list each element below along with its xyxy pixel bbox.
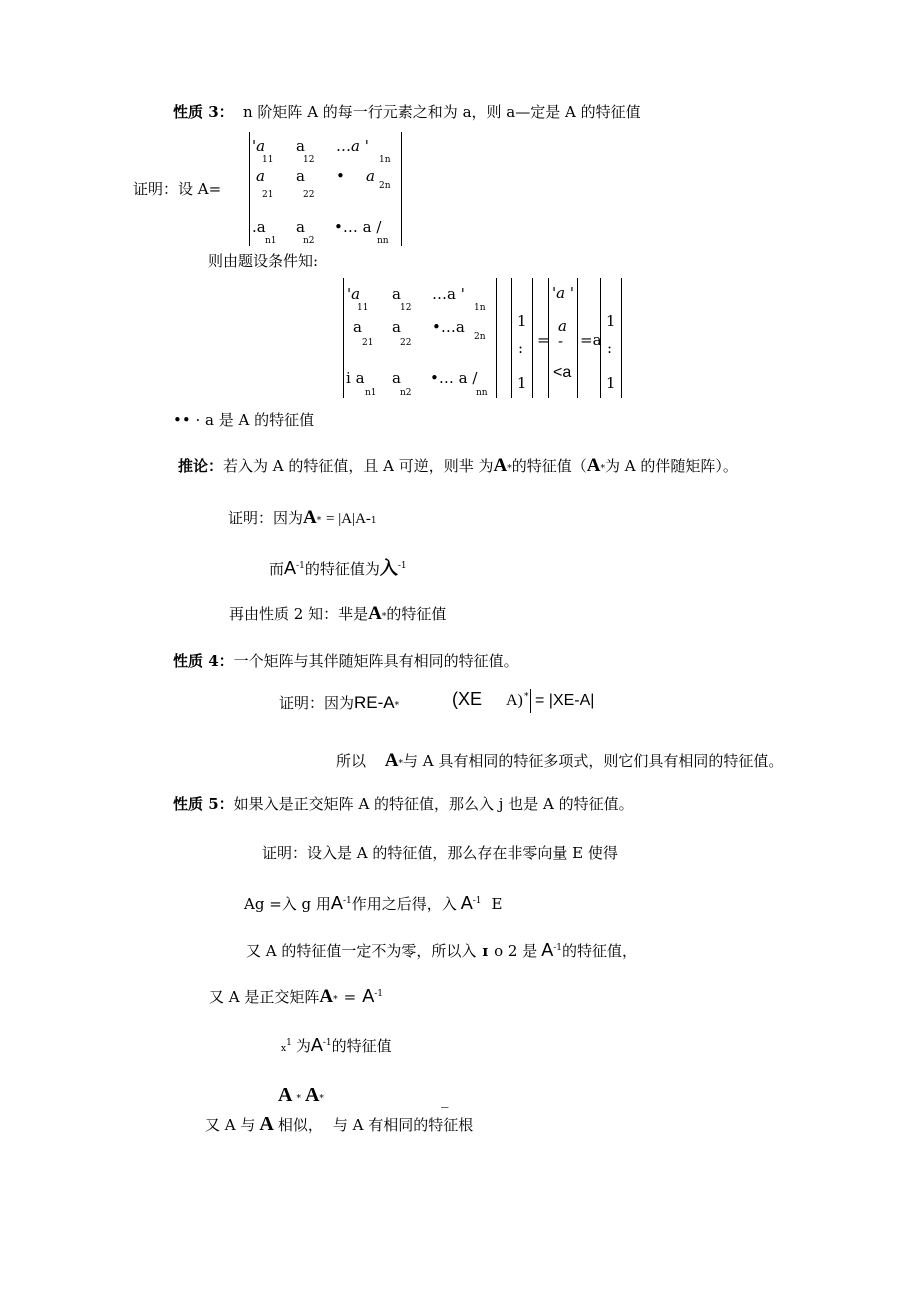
star-mark: * — [333, 995, 338, 1005]
matrix-subscript: 11 — [262, 155, 274, 165]
matrix-cell: •… a / — [334, 218, 382, 236]
inverse-sup: -1 — [472, 896, 482, 906]
eq-cell: •… a / — [430, 369, 478, 387]
property-5-label: 性质 5： — [173, 795, 234, 813]
cp3-text: 再由性质 2 知：芈是 — [229, 605, 369, 623]
lambda-sup: -1 — [397, 561, 407, 571]
p5-line-1 — [244, 893, 502, 914]
matrix-subscript: nn — [377, 236, 389, 246]
star-mark: * — [394, 701, 400, 711]
star-mark: * — [524, 692, 529, 702]
matrix-cell: a — [256, 167, 265, 185]
eq-subscript: 1n — [474, 303, 486, 313]
p4-RE: RE-A — [354, 693, 395, 712]
property-5-proof: 证明：设入是 A 的特征值，那么存在非零向量 E 使得 — [262, 844, 618, 862]
result-vector-entry: 'a ' — [552, 284, 574, 302]
p4-rest: = |XE-A| — [535, 692, 595, 709]
ones-vector2-entry: 1 — [606, 312, 616, 330]
cp2-text: 而 — [269, 560, 285, 578]
l6-text: 又 A 与 — [205, 1116, 256, 1134]
eq-cell: a — [392, 285, 401, 303]
l2-text-3: 的特征值， — [562, 942, 638, 960]
inverse-A: A — [330, 893, 343, 913]
star-mark: * — [319, 1094, 324, 1104]
inverse-A: A — [362, 986, 375, 1006]
inverse-sup: -1 — [374, 989, 383, 999]
matrix-cell: a — [296, 167, 305, 185]
property-4-text: 一个矩阵与其伴随矩阵具有相同的特征值。 — [233, 652, 519, 670]
eq-subscript: 22 — [400, 338, 412, 348]
eq-cell: •…a — [432, 318, 465, 336]
l1-text-2: 作用之后得，入 — [351, 895, 457, 913]
l6-text-2: 相似， — [277, 1116, 323, 1134]
matrix-subscript: 21 — [262, 190, 274, 200]
eq-subscript: nn — [476, 388, 488, 398]
corollary-line — [178, 455, 738, 477]
adjugate-symbol: A — [259, 1113, 274, 1135]
star-mark: * — [507, 464, 512, 474]
property-5-line — [173, 793, 634, 814]
eq-cell: i a — [346, 369, 365, 387]
p5-line-6 — [205, 1113, 473, 1136]
cp3-text-2: 的特征值 — [386, 605, 447, 623]
matrix-right-bar — [401, 132, 402, 246]
l2-symbol: ɪ — [482, 942, 489, 960]
p5-line-2 — [246, 940, 637, 961]
cp1-text: 证明：因为 — [228, 509, 304, 527]
ones-vector2-entry: 1 — [606, 374, 616, 392]
inverse-A: A — [310, 1035, 323, 1055]
star-mark: * — [296, 1094, 301, 1104]
matrix-subscript: n1 — [265, 236, 277, 246]
l1-text-3: E — [491, 895, 503, 913]
matrix-subscript: 12 — [303, 155, 315, 165]
matrix-cell: a — [296, 137, 305, 155]
matrix-left-bar — [249, 132, 250, 246]
property-4-label: 性质 4： — [173, 652, 234, 670]
matrix-cell: .a — [252, 218, 266, 236]
eq-subscript: 2n — [474, 332, 486, 342]
adjugate-symbol: A — [586, 455, 601, 476]
corollary-text-1: 若入为 A 的特征值，且 A 可逆，则芈 为 — [223, 457, 494, 475]
property-5-text: 如果入是正交矩阵 A 的特征值，那么入 j 也是 A 的特征值。 — [233, 795, 634, 813]
eq-cell: a — [392, 318, 401, 336]
eq-matrix-left-bar — [343, 278, 344, 398]
ones-vector2-entry: : — [607, 339, 613, 357]
p4-abs-bar — [530, 689, 531, 713]
p4-proof-text: 证明：因为 — [279, 694, 355, 712]
p5-line-4 — [281, 1035, 392, 1056]
inverse-sup: -1 — [322, 1038, 332, 1048]
matrix-cell: a — [296, 218, 305, 236]
l4-x: x — [281, 1044, 287, 1054]
matrix-subscript: 1n — [379, 155, 391, 165]
corollary-proof-3 — [229, 603, 446, 625]
result-vector-entry: <a — [553, 364, 572, 381]
eq-cell: a — [392, 369, 401, 387]
ones-vector-entry: 1 — [517, 374, 527, 392]
eq-result-right-bar — [577, 278, 578, 398]
inverse-A: A — [541, 940, 554, 960]
property-3-label: 性质 3： — [173, 103, 234, 121]
l3-text: 又 A 是正交矩阵 — [209, 988, 320, 1006]
corollary-text-2: 的特征值（ — [511, 457, 587, 475]
inverse-A: A — [284, 558, 297, 578]
eq-vector-left-bar — [511, 278, 512, 398]
p5-dash: _ — [441, 1090, 449, 1108]
result-vector-entry: a — [558, 317, 567, 335]
adjugate-symbol: A — [384, 750, 399, 771]
cp1-formula: = |A|A- — [326, 511, 371, 527]
equals-sign: = — [537, 331, 550, 349]
l4-text: 为 — [295, 1037, 311, 1055]
equals-a: =a — [580, 331, 602, 349]
p4c-text-2: 与 A 具有相同的特征多项式，则它们具有相同的特征值。 — [403, 752, 784, 770]
cp2-text-2: 的特征值为 — [304, 560, 380, 578]
eq-subscript: n1 — [365, 388, 377, 398]
corollary-proof-2 — [269, 554, 407, 580]
adjugate-symbol: A — [493, 455, 508, 476]
p5-line-3 — [209, 986, 383, 1008]
matrix-subscript: 22 — [303, 190, 315, 200]
p4-paren: (XE — [452, 689, 483, 709]
conclusion-1: •• · a 是 A 的特征值 — [173, 411, 315, 429]
star-mark: * — [600, 464, 606, 474]
matrix-cell: • — [336, 167, 345, 185]
l4-text-2: 的特征值 — [331, 1037, 392, 1055]
adjugate-symbol: A — [319, 986, 334, 1007]
inverse-sup: -1 — [553, 943, 562, 953]
property-4-line — [173, 650, 519, 671]
matrix-cell: a — [366, 167, 375, 185]
property-4-conclusion — [336, 750, 783, 772]
eq-cell: …a ' — [432, 285, 465, 303]
eq-subscript: 12 — [400, 303, 412, 313]
adjugate-symbol: A — [368, 603, 382, 624]
proof-label: 证明：设 A= — [133, 180, 222, 198]
result-vector-entry: - — [558, 332, 564, 350]
property-4-proof — [279, 692, 399, 713]
star-mark: * — [398, 759, 404, 769]
inverse-A: A — [460, 893, 473, 913]
eq-vector-right-bar — [532, 278, 533, 398]
corollary-text-3: 为 A 的伴随矩阵）。 — [605, 457, 738, 475]
adjugate-symbol: A — [304, 1084, 320, 1106]
lambda-symbol: 入 — [379, 558, 398, 579]
p4-A: A) — [506, 692, 523, 709]
l3-eq: = — [343, 988, 357, 1006]
corollary-proof-1 — [228, 507, 377, 529]
eq-subscript: 11 — [357, 303, 369, 313]
eq-cell: 'a — [347, 285, 361, 303]
ones-vector-entry: : — [518, 339, 524, 357]
eq-subscript: n2 — [400, 388, 412, 398]
p5-line-5 — [278, 1084, 324, 1107]
l2-text: 又 A 的特征值一定不为零，所以入 — [246, 942, 477, 960]
corollary-label: 推论： — [178, 457, 224, 475]
matrix-cell: 'a — [252, 137, 266, 155]
eq-vector2-right-bar — [621, 278, 622, 398]
condition-text: 则由题设条件知: — [208, 252, 319, 270]
l1-text: Ag =入 g 用 — [244, 895, 331, 913]
matrix-subscript: n2 — [303, 236, 315, 246]
eq-subscript: 21 — [362, 338, 374, 348]
l2-text-2: o 2 是 — [494, 942, 538, 960]
l4-sup: 1 — [286, 1038, 292, 1048]
cp1-sup: 1 — [370, 516, 377, 526]
adjugate-symbol: A — [278, 1084, 293, 1106]
l6-text-3: 与 A 有相同的特征根 — [332, 1116, 474, 1134]
inverse-sup: -1 — [296, 561, 305, 571]
inverse-sup: -1 — [342, 896, 352, 906]
adjugate-symbol: A — [303, 507, 317, 528]
star-mark: * — [381, 612, 387, 622]
matrix-subscript: 2n — [379, 181, 391, 191]
star-mark: * — [316, 516, 322, 526]
eq-matrix-right-bar — [496, 278, 497, 398]
property-3-text: n 阶矩阵 A 的每一行元素之和为 a，则 a—定是 A 的特征值 — [243, 103, 641, 121]
ones-vector-entry: 1 — [517, 312, 527, 330]
eq-cell: a — [353, 318, 362, 336]
matrix-cell: …a ' — [336, 137, 369, 155]
p4c-text: 所以 — [336, 752, 367, 770]
